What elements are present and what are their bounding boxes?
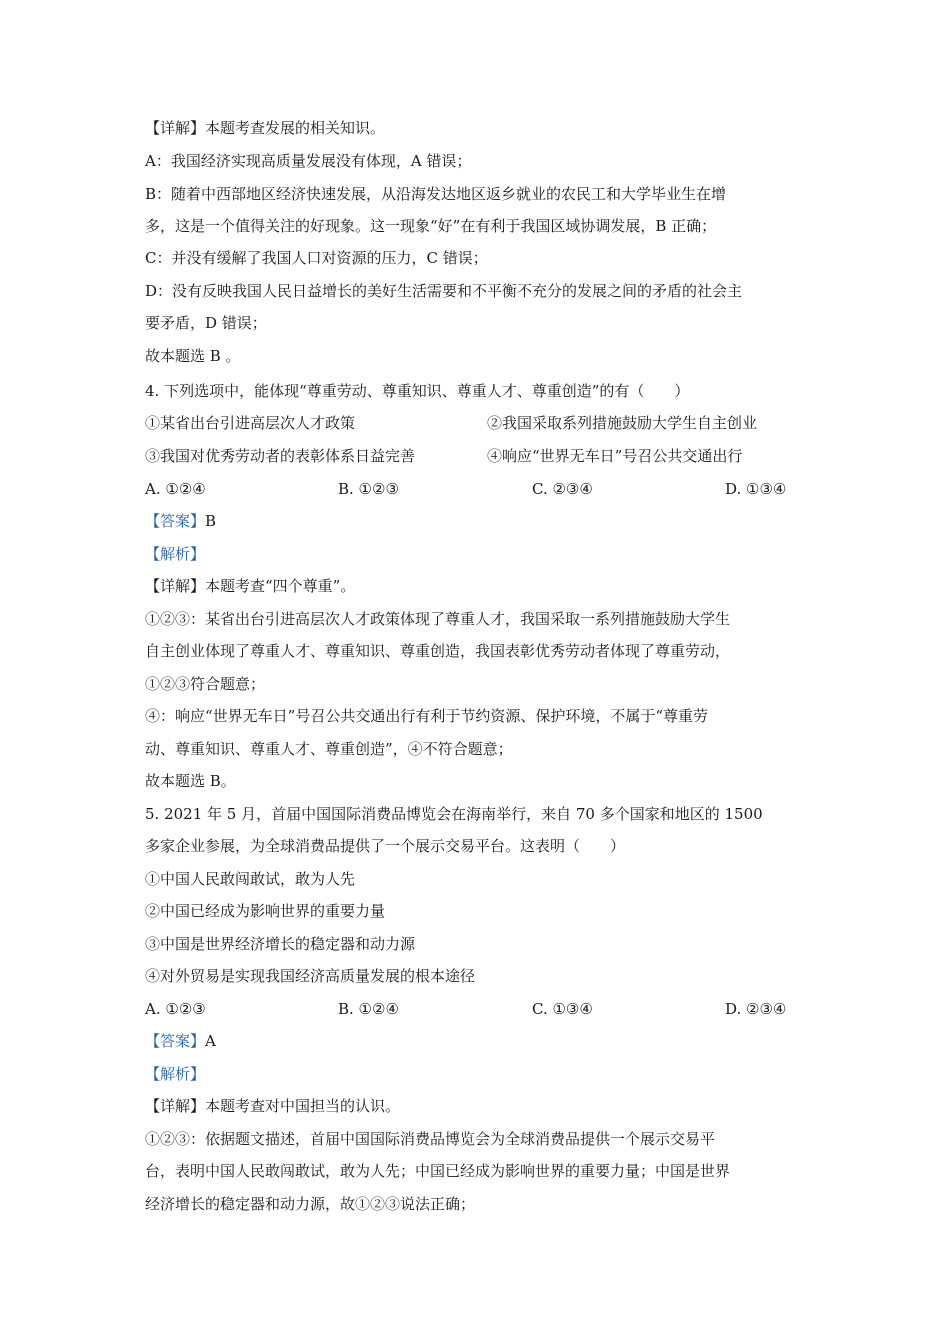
q4-analysis-label: 【解析】 bbox=[145, 545, 206, 563]
q4-explain-line3: ①②③符合题意； bbox=[145, 675, 266, 693]
q4-explain-line5: 动、尊重知识、尊重人才、尊重创造”，④不符合题意； bbox=[145, 740, 513, 758]
q5-answer-label: 【答案】 bbox=[145, 1032, 206, 1050]
q4-choice-a: A. ①②④ bbox=[145, 480, 206, 498]
q4-item-1: ①某省出台引进高层次人才政策 bbox=[145, 414, 356, 432]
q3-explain-c: C：并没有缓解了我国人口对资源的压力，C 错误； bbox=[145, 249, 488, 267]
q5-explain-line2: 台，表明中国人民敢闯敢试，敢为人先；中国已经成为影响世界的重要力量；中国是世界 bbox=[145, 1162, 731, 1180]
q4-item-2: ②我国采取系列措施鼓励大学生自主创业 bbox=[487, 414, 758, 432]
q5-explain-line3: 经济增长的稳定器和动力源，故①②③说法正确； bbox=[145, 1195, 476, 1213]
q4-detail: 【详解】本题考查“四个尊重”。 bbox=[145, 577, 356, 595]
q4-choice-d: D. ①③④ bbox=[725, 480, 787, 498]
q4-item-4: ④响应“世界无车日”号召公共交通出行 bbox=[487, 447, 743, 465]
q4-explain-line4: ④：响应“世界无车日”号召公共交通出行有利于节约资源、保护环境，不属于“尊重劳 bbox=[145, 707, 709, 725]
q3-explain-a: A：我国经济实现高质量发展没有体现，A 错误； bbox=[145, 152, 472, 170]
q5-item-3: ③中国是世界经济增长的稳定器和动力源 bbox=[145, 935, 416, 953]
q5-stem-line2: 多家企业参展，为全球消费品提供了一个展示交易平台。这表明（ ） bbox=[145, 837, 626, 855]
q5-detail: 【详解】本题考查对中国担当的认识。 bbox=[145, 1097, 401, 1115]
q5-choice-d: D. ②③④ bbox=[725, 1000, 787, 1018]
q5-explain-line1: ①②③：依据题文描述，首届中国国际消费品博览会为全球消费品提供一个展示交易平 bbox=[145, 1130, 716, 1148]
q4-conclusion: 故本题选 B。 bbox=[145, 772, 236, 790]
q5-stem-line1: 5. 2021 年 5 月，首届中国国际消费品博览会在海南举行，来自 70 多个国家和地区的 1500 bbox=[145, 805, 763, 823]
q4-explain-line1: ①②③：某省出台引进高层次人才政策体现了尊重人才，我国采取一系列措施鼓励大学生 bbox=[145, 610, 731, 628]
q5-answer bbox=[145, 1031, 216, 1051]
q5-answer-value: A bbox=[205, 1032, 216, 1050]
q3-explain-b-line2: 多，这是一个值得关注的好现象。这一现象“好”在有利于我国区域协调发展，B 正确； bbox=[145, 217, 717, 235]
q4-stem: 4. 下列选项中，能体现“尊重劳动、尊重知识、尊重人才、尊重创造”的有（ ） bbox=[145, 382, 690, 400]
q5-choice-c: C. ①③④ bbox=[532, 1000, 593, 1018]
q5-item-1: ①中国人民敢闯敢试，敢为人先 bbox=[145, 870, 356, 888]
q3-explain-d-line2: 要矛盾，D 错误； bbox=[145, 314, 267, 332]
q4-answer bbox=[145, 511, 216, 531]
q5-item-4: ④对外贸易是实现我国经济高质量发展的根本途径 bbox=[145, 967, 476, 985]
q4-explain-line2: 自主创业体现了尊重人才、尊重知识、尊重创造，我国表彰优秀劳动者体现了尊重劳动， bbox=[145, 642, 731, 660]
q5-analysis-label: 【解析】 bbox=[145, 1065, 206, 1083]
q4-choice-b: B. ①②③ bbox=[338, 480, 399, 498]
q5-item-2: ②中国已经成为影响世界的重要力量 bbox=[145, 902, 386, 920]
q4-choice-c: C. ②③④ bbox=[532, 480, 593, 498]
q5-choice-b: B. ①②④ bbox=[338, 1000, 399, 1018]
q3-conclusion: 故本题选 B 。 bbox=[145, 347, 241, 365]
q4-answer-label: 【答案】 bbox=[145, 512, 206, 530]
q4-answer-value: B bbox=[205, 512, 217, 530]
q4-item-3: ③我国对优秀劳动者的表彰体系日益完善 bbox=[145, 447, 416, 465]
q3-explain-b-line1: B：随着中西部地区经济快速发展，从沿海发达地区返乡就业的农民工和大学毕业生在增 bbox=[145, 185, 727, 203]
q3-detail: 【详解】本题考查发展的相关知识。 bbox=[145, 119, 386, 137]
q3-explain-d-line1: D：没有反映我国人民日益增长的美好生活需要和不平衡不充分的发展之间的矛盾的社会主 bbox=[145, 282, 743, 300]
q5-choice-a: A. ①②③ bbox=[145, 1000, 206, 1018]
